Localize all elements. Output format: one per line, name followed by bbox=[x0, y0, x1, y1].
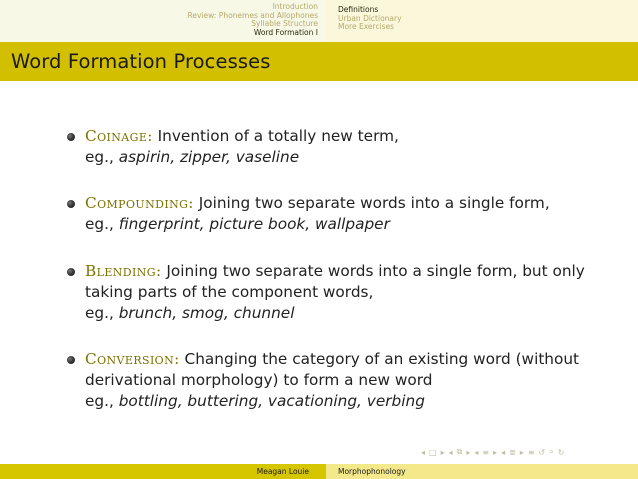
frame-title-bar bbox=[0, 42, 638, 81]
item-example-line bbox=[85, 147, 399, 168]
item-examples: fingerprint, picture book, wallpaper bbox=[118, 214, 390, 233]
eg-prefix: eg., bbox=[85, 147, 119, 166]
item-examples: bottling, buttering, vacationing, verbing bbox=[118, 391, 425, 410]
nav-next-arrow-icon[interactable]: ▸ bbox=[440, 447, 445, 457]
nav-section-syllable-structure[interactable]: Syllable Structure bbox=[251, 19, 318, 29]
nav-section-introduction[interactable]: Introduction bbox=[272, 2, 318, 11]
bullet-icon bbox=[67, 200, 75, 208]
nav-subsection-more-exercises[interactable]: More Exercises bbox=[338, 22, 395, 32]
beamer-navigation-symbols bbox=[421, 446, 564, 458]
nav-prev-subsection-icon[interactable]: ◂ bbox=[448, 447, 453, 457]
nav-subsection-urban-dictionary[interactable]: Urban Dictionary bbox=[338, 13, 402, 23]
item-term: Conversion: bbox=[85, 350, 180, 368]
zoom-icon[interactable]: ↻ bbox=[557, 447, 565, 457]
item-term: Blending: bbox=[85, 262, 162, 280]
eg-prefix: eg., bbox=[85, 214, 119, 233]
item-example-line bbox=[85, 303, 585, 324]
item-body bbox=[85, 126, 399, 168]
nav-next-section-icon[interactable]: ▸ bbox=[493, 447, 498, 457]
item-definition: Joining two separate words into a single form, but only bbox=[161, 262, 585, 280]
eg-prefix: eg., bbox=[85, 303, 119, 322]
footer-author: Meagan Louie bbox=[256, 467, 309, 476]
item-term: Coinage: bbox=[85, 127, 153, 145]
item-definition-line bbox=[85, 261, 585, 282]
item-definition-line bbox=[85, 126, 399, 147]
frame-title: Word Formation Processes bbox=[11, 50, 271, 73]
footline bbox=[0, 464, 638, 479]
bullet-icon bbox=[67, 356, 75, 364]
navigation-header bbox=[0, 0, 638, 42]
item-body bbox=[85, 349, 579, 411]
eg-prefix: eg., bbox=[85, 391, 119, 410]
item-continuation-line: derivational morphology) to form a new word bbox=[85, 370, 433, 389]
item-definition: Invention of a totally new term, bbox=[152, 127, 399, 145]
subsection-nav-icon[interactable]: ⧉ bbox=[456, 447, 463, 456]
section-nav bbox=[0, 0, 326, 42]
nav-subsection-definitions[interactable]: Definitions bbox=[338, 5, 379, 14]
nav-next-subsection-icon[interactable]: ▸ bbox=[466, 447, 471, 457]
item-definition-line bbox=[85, 193, 550, 214]
back-forward-icon[interactable]: ↺ bbox=[538, 447, 546, 457]
bullet-icon bbox=[67, 268, 75, 276]
item-examples: aspirin, zipper, vaseline bbox=[118, 147, 300, 166]
nav-prev-part-icon[interactable]: ◂ bbox=[501, 447, 506, 457]
item-continuation-line: taking parts of the component words, bbox=[85, 282, 374, 301]
section-nav-icon[interactable]: ≡ bbox=[482, 447, 490, 457]
nav-prev-section-icon[interactable]: ◂ bbox=[474, 447, 479, 457]
bullet-icon bbox=[67, 133, 75, 141]
item-definition: Changing the category of an existing word (without bbox=[179, 350, 580, 368]
appendix-nav-icon[interactable]: ≡ bbox=[527, 447, 535, 457]
nav-next-part-icon[interactable]: ▸ bbox=[519, 447, 524, 457]
footer-author-box bbox=[0, 464, 326, 479]
footer-short-title: Morphophonology bbox=[338, 467, 406, 476]
item-body bbox=[85, 193, 550, 235]
search-icon[interactable]: ⌕ bbox=[549, 447, 554, 456]
nav-first-arrow-icon[interactable]: ◂ bbox=[421, 447, 426, 457]
item-example-line bbox=[85, 391, 579, 412]
item-term: Compounding: bbox=[85, 194, 194, 212]
nav-section-review[interactable]: Review: Phonemes and Allophones bbox=[187, 10, 318, 20]
item-definition-line bbox=[85, 349, 579, 370]
item-definition: Joining two separate words into a single form, bbox=[193, 194, 550, 212]
nav-section-word-formation[interactable]: Word Formation I bbox=[253, 27, 318, 37]
slide-content bbox=[0, 81, 638, 461]
part-nav-icon[interactable]: ≣ bbox=[509, 447, 516, 457]
footer-title-box bbox=[326, 464, 638, 479]
frame-nav-icon[interactable]: □ bbox=[429, 447, 437, 457]
item-example-line bbox=[85, 214, 550, 235]
subsection-nav bbox=[326, 0, 638, 42]
item-examples: brunch, smog, chunnel bbox=[118, 303, 295, 322]
item-body bbox=[85, 261, 585, 323]
